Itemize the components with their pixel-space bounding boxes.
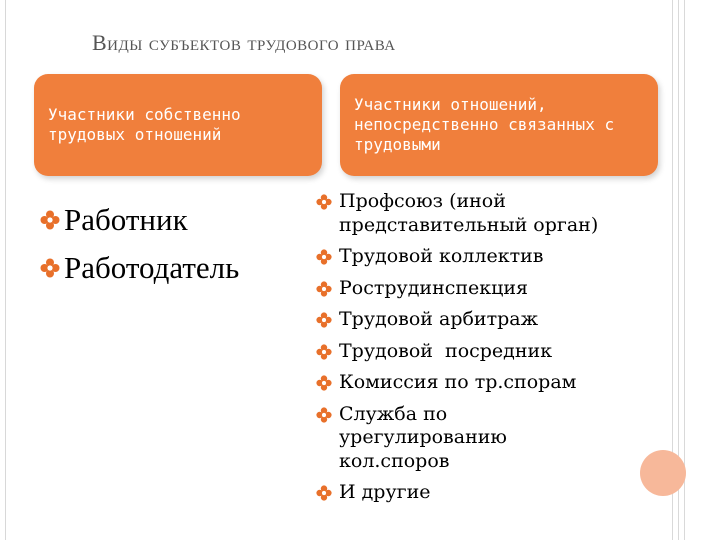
list-item [316, 481, 646, 505]
header-box-labor-relations [34, 74, 322, 176]
flower-bullet-icon [316, 344, 332, 360]
list-item-label: Трудовой посредник [339, 339, 553, 362]
list-item [40, 196, 239, 244]
related-subjects-list [316, 190, 646, 513]
flower-bullet-icon [316, 375, 332, 391]
flower-bullet-icon [316, 281, 332, 297]
list-item [316, 190, 646, 237]
flower-bullet-icon [40, 210, 60, 230]
flower-bullet-icon [316, 249, 332, 265]
header-box-text: Участники собственно трудовых отношений [48, 105, 241, 144]
main-subjects-list [40, 196, 239, 292]
slide-frame-left [0, 0, 6, 540]
list-item [40, 244, 239, 292]
list-item-label: Трудовой арбитраж [339, 308, 539, 330]
list-item [316, 371, 646, 395]
header-box-related-relations [340, 74, 658, 176]
list-item-label: Служба по урегулированию кол.споров [339, 402, 507, 472]
flower-bullet-icon [316, 485, 332, 501]
list-item-label: Трудовой коллектив [339, 245, 544, 267]
list-item [316, 277, 646, 301]
flower-bullet-icon [316, 194, 332, 210]
list-item-label: Комиссия по тр.спорам [339, 371, 577, 393]
list-item-label: Работник [64, 202, 188, 237]
list-item-label: Рострудинспекция [339, 276, 529, 299]
list-item [316, 245, 646, 269]
list-item [316, 340, 646, 364]
flower-bullet-icon [316, 407, 332, 423]
decorative-circle [640, 450, 686, 496]
list-item-label: Работодатель [64, 250, 240, 285]
list-item [316, 308, 646, 332]
list-item-label: Профсоюз (иной представительный орган) [339, 190, 599, 236]
list-item [316, 403, 646, 474]
header-box-text: Участники отношений, непосредственно связанных с трудовыми [354, 95, 615, 154]
slide-title: Виды субъектов трудового права [92, 30, 396, 55]
flower-bullet-icon [40, 258, 60, 278]
flower-bullet-icon [316, 312, 332, 328]
list-item-label: И другие [339, 481, 431, 503]
